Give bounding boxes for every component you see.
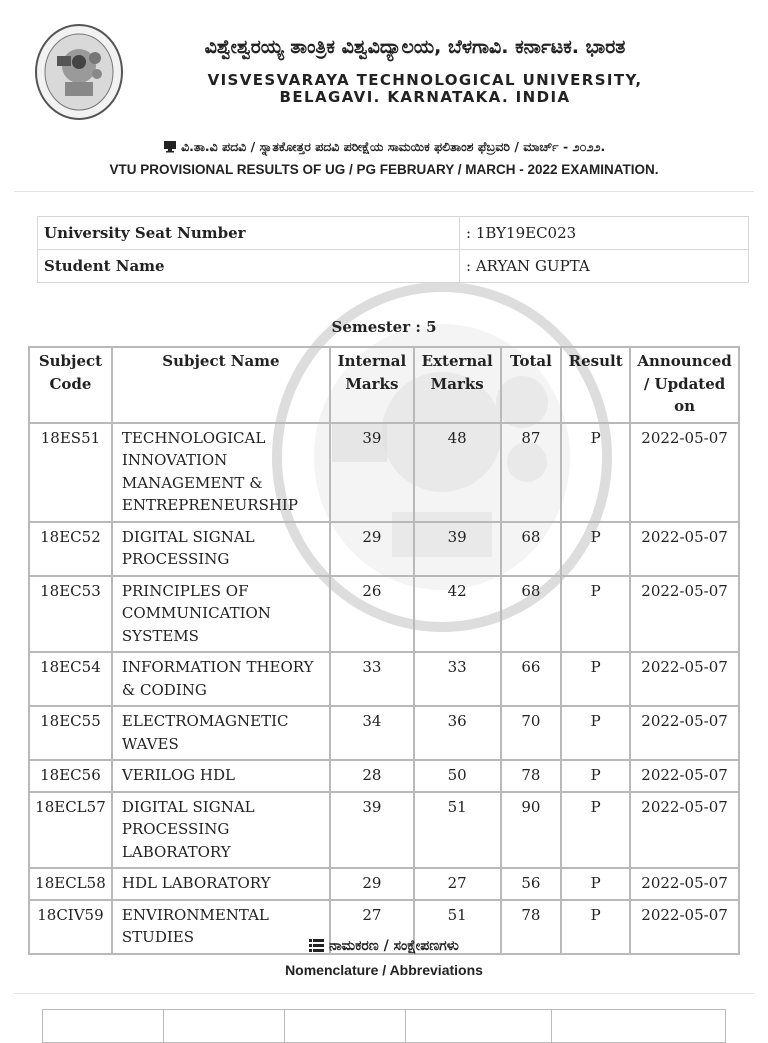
usn-row — [38, 217, 749, 250]
header-external-marks: External Marks — [414, 347, 501, 423]
university-title-line1: VISVESVARAYA TECHNOLOGICAL UNIVERSITY, — [207, 71, 643, 89]
nomenclature-cell — [285, 1010, 406, 1043]
header-subject-name: Subject Name — [112, 347, 330, 423]
result-cell: P — [561, 423, 630, 522]
result-cell: P — [561, 792, 630, 869]
announced-date-cell: 2022-05-07 — [630, 792, 739, 869]
external-marks-cell: 33 — [414, 652, 501, 706]
announced-date-cell: 2022-05-07 — [630, 706, 739, 760]
student-name-row — [38, 250, 749, 283]
internal-marks-cell: 29 — [330, 868, 414, 900]
subject-code-cell: 18ES51 — [29, 423, 112, 522]
monitor-icon — [163, 140, 177, 153]
header-divider — [14, 191, 754, 192]
results-title-kannada — [0, 139, 768, 155]
internal-marks-cell: 28 — [330, 760, 414, 792]
subject-code-cell: 18ECL57 — [29, 792, 112, 869]
result-cell: P — [561, 576, 630, 653]
subject-name-cell: DIGITAL SIGNAL PROCESSING — [112, 522, 330, 576]
external-marks-cell: 42 — [414, 576, 501, 653]
subject-code-cell: 18EC53 — [29, 576, 112, 653]
subject-code-cell: 18ECL58 — [29, 868, 112, 900]
external-marks-cell: 51 — [414, 900, 501, 954]
total-cell: 66 — [501, 652, 562, 706]
internal-marks-cell: 27 — [330, 900, 414, 954]
result-cell: P — [561, 652, 630, 706]
results-table — [28, 346, 740, 955]
table-row — [29, 706, 739, 760]
total-cell: 68 — [501, 576, 562, 653]
internal-marks-cell: 29 — [330, 522, 414, 576]
announced-date-cell: 2022-05-07 — [630, 576, 739, 653]
subject-code-cell: 18EC56 — [29, 760, 112, 792]
total-cell: 68 — [501, 522, 562, 576]
total-cell: 78 — [501, 900, 562, 954]
results-title-kannada-text: ವಿ.ತಾ.ವಿ ಪದವಿ / ಸ್ನಾತಕೋತ್ತರ ಪದವಿ ಪರೀಕ್ಷೆಯ ಸಾಮಯಿಕ ಫಲಿತಾಂಶ ಫೆಬ್ರವರಿ / ಮಾರ್ಚ್ - ೨೦೨೨. — [181, 139, 606, 154]
subject-code-cell: 18CIV59 — [29, 900, 112, 954]
list-icon — [309, 939, 324, 952]
external-marks-cell: 27 — [414, 868, 501, 900]
total-cell: 56 — [501, 868, 562, 900]
table-row — [29, 522, 739, 576]
header-result: Result — [561, 347, 630, 423]
announced-date-cell: 2022-05-07 — [630, 760, 739, 792]
university-title-english — [130, 72, 720, 106]
nomenclature-cell — [406, 1010, 552, 1043]
results-header-row — [29, 347, 739, 423]
semester-label: Semester : 5 — [331, 318, 437, 336]
subject-name-cell: INFORMATION THEORY & CODING — [112, 652, 330, 706]
usn-label: University Seat Number — [38, 217, 460, 250]
internal-marks-cell: 34 — [330, 706, 414, 760]
subject-name-cell: ELECTROMAGNETIC WAVES — [112, 706, 330, 760]
nomenclature-divider — [14, 993, 754, 994]
header-total: Total — [501, 347, 562, 423]
total-cell: 90 — [501, 792, 562, 869]
result-cell: P — [561, 706, 630, 760]
header-internal-marks: Internal Marks — [330, 347, 414, 423]
subject-code-cell: 18EC52 — [29, 522, 112, 576]
subject-name-cell: TECHNOLOGICAL INNOVATION MANAGEMENT & ENTREPRENEURSHIP — [112, 423, 330, 522]
announced-date-cell: 2022-05-07 — [630, 900, 739, 954]
nomenclature-cell — [164, 1010, 285, 1043]
university-title-kannada: ವಿಶ್ವೇಶ್ವರಯ್ಯ ತಾಂತ್ರಿಕ ವಿಶ್ವವಿದ್ಯಾಲಯ, ಬೆಳಗಾವಿ. ಕರ್ನಾಟಕ. ಭಾರತ — [204, 36, 626, 58]
result-cell: P — [561, 900, 630, 954]
result-cell: P — [561, 868, 630, 900]
table-row — [29, 652, 739, 706]
table-row — [29, 423, 739, 522]
header-announced: Announced / Updated on — [630, 347, 739, 423]
nomenclature-title-kannada-text: ನಾಮಕರಣ / ಸಂಕ್ಷೇಪಣಗಳು — [329, 938, 459, 954]
nomenclature-cell — [43, 1010, 164, 1043]
university-logo — [33, 22, 125, 122]
nomenclature-row — [43, 1010, 726, 1043]
table-row — [29, 760, 739, 792]
table-row — [29, 792, 739, 869]
subject-name-cell: HDL LABORATORY — [112, 868, 330, 900]
results-title-english: VTU PROVISIONAL RESULTS OF UG / PG FEBRUARY / MARCH - 2022 EXAMINATION. — [109, 162, 659, 177]
student-name-value: : ARYAN GUPTA — [460, 250, 749, 283]
student-name-label: Student Name — [38, 250, 460, 283]
internal-marks-cell: 26 — [330, 576, 414, 653]
subject-name-cell: PRINCIPLES OF COMMUNICATION SYSTEMS — [112, 576, 330, 653]
nomenclature-title-english: Nomenclature / Abbreviations — [285, 962, 483, 978]
announced-date-cell: 2022-05-07 — [630, 868, 739, 900]
page-header — [0, 0, 768, 130]
usn-value: : 1BY19EC023 — [460, 217, 749, 250]
table-row — [29, 868, 739, 900]
total-cell: 78 — [501, 760, 562, 792]
nomenclature-table — [42, 1009, 726, 1043]
announced-date-cell: 2022-05-07 — [630, 522, 739, 576]
external-marks-cell: 50 — [414, 760, 501, 792]
result-cell: P — [561, 760, 630, 792]
header-subject-code: Subject Code — [29, 347, 112, 423]
announced-date-cell: 2022-05-07 — [630, 423, 739, 522]
subject-code-cell: 18EC54 — [29, 652, 112, 706]
result-cell: P — [561, 522, 630, 576]
nomenclature-cell — [552, 1010, 726, 1043]
table-row — [29, 576, 739, 653]
internal-marks-cell: 33 — [330, 652, 414, 706]
subject-name-cell: VERILOG HDL — [112, 760, 330, 792]
internal-marks-cell: 39 — [330, 792, 414, 869]
external-marks-cell: 39 — [414, 522, 501, 576]
total-cell: 70 — [501, 706, 562, 760]
subject-name-cell: DIGITAL SIGNAL PROCESSING LABORATORY — [112, 792, 330, 869]
total-cell: 87 — [501, 423, 562, 522]
student-info-table — [37, 216, 749, 283]
university-title-line2: BELAGAVI. KARNATAKA. INDIA — [279, 88, 571, 106]
nomenclature-title-kannada — [0, 938, 768, 954]
subject-code-cell: 18EC55 — [29, 706, 112, 760]
external-marks-cell: 51 — [414, 792, 501, 869]
subject-name-cell: ENVIRONMENTAL STUDIES — [112, 900, 330, 954]
external-marks-cell: 36 — [414, 706, 501, 760]
external-marks-cell: 48 — [414, 423, 501, 522]
internal-marks-cell: 39 — [330, 423, 414, 522]
announced-date-cell: 2022-05-07 — [630, 652, 739, 706]
